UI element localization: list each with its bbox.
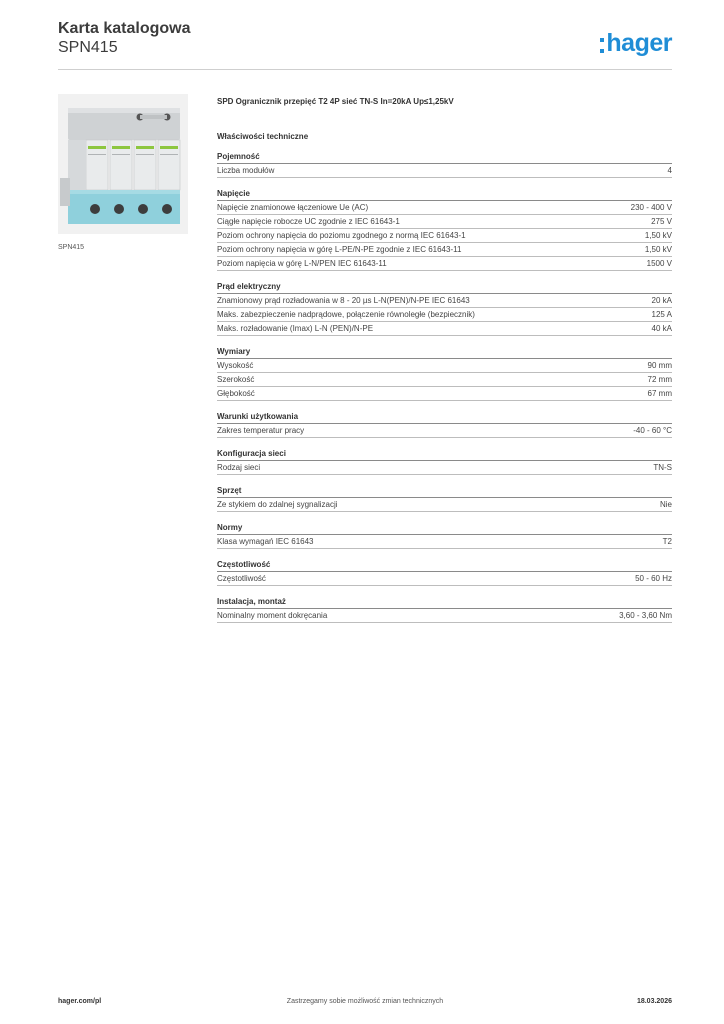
spec-group-heading: Konfiguracja sieci xyxy=(217,448,672,461)
spec-value: 50 - 60 Hz xyxy=(635,574,672,583)
logo-colon-icon xyxy=(600,38,604,53)
spec-value: 4 xyxy=(667,166,672,175)
spec-value: Nie xyxy=(659,500,672,509)
spec-value: 67 mm xyxy=(647,389,672,398)
spec-label: Szerokość xyxy=(217,375,255,384)
spec-row xyxy=(217,201,672,215)
footer-website-link[interactable]: hager.com/pl xyxy=(58,998,102,1005)
spec-value: 72 mm xyxy=(647,375,672,384)
spec-group-heading: Napięcie xyxy=(217,188,672,201)
page-footer xyxy=(58,998,672,1010)
spec-label: Zakres temperatur pracy xyxy=(217,426,305,435)
spec-value: 1,50 kV xyxy=(644,231,672,240)
spec-content xyxy=(217,97,672,623)
spec-value: 3,60 - 3,60 Nm xyxy=(619,611,672,620)
hager-logo[interactable] xyxy=(600,30,672,56)
spec-value: TN-S xyxy=(653,463,672,472)
spec-label: Rodzaj sieci xyxy=(217,463,261,472)
spec-row xyxy=(217,572,672,586)
spec-label: Wysokość xyxy=(217,361,254,370)
spec-label: Maks. zabezpieczenie nadprądowe, połączenie równoległe (bezpiecznik) xyxy=(217,310,475,319)
spec-value: 275 V xyxy=(651,217,672,226)
spec-label: Poziom ochrony napięcia w górę L-PE/N-PE zgodnie z IEC 61643-11 xyxy=(217,245,462,254)
spec-label: Znamionowy prąd rozładowania w 8 - 20 µs L-N(PEN)/N-PE IEC 61643 xyxy=(217,296,470,305)
spec-value: 1,50 kV xyxy=(644,245,672,254)
spec-row xyxy=(217,535,672,549)
spec-group xyxy=(217,281,672,336)
spec-label: Ze stykiem do zdalnej sygnalizacji xyxy=(217,500,338,509)
spec-groups xyxy=(217,151,672,623)
spec-row xyxy=(217,308,672,322)
spec-value: 20 kA xyxy=(651,296,672,305)
spec-label: Klasa wymagań IEC 61643 xyxy=(217,537,314,546)
spec-group xyxy=(217,151,672,178)
spec-row xyxy=(217,257,672,271)
spec-label: Poziom ochrony napięcia do poziomu zgodnego z normą IEC 61643-1 xyxy=(217,231,466,240)
spec-label: Głębokość xyxy=(217,389,255,398)
spec-group xyxy=(217,346,672,401)
spec-row xyxy=(217,498,672,512)
logo-text: hager xyxy=(606,29,672,57)
footer-date: 18.03.2026 xyxy=(636,998,672,1005)
spec-row xyxy=(217,243,672,257)
spec-group-heading: Sprzęt xyxy=(217,485,672,498)
spec-group-heading: Warunki użytkowania xyxy=(217,411,672,424)
spec-value: 1500 V xyxy=(646,259,672,268)
spec-label: Napięcie znamionowe łączeniowe Ue (AC) xyxy=(217,203,369,212)
spec-row xyxy=(217,387,672,401)
footer-disclaimer: Zastrzegamy sobie możliwość zmian technicznych xyxy=(286,998,444,1005)
spec-row xyxy=(217,294,672,308)
spec-label: Maks. rozładowanie (Imax) L-N (PEN)/N-PE xyxy=(217,324,374,333)
spec-row xyxy=(217,164,672,178)
spec-value: -40 - 60 °C xyxy=(633,426,672,435)
spec-row xyxy=(217,229,672,243)
spec-group xyxy=(217,485,672,512)
spec-row xyxy=(217,359,672,373)
image-caption: SPN415 xyxy=(58,244,85,251)
spec-value: 125 A xyxy=(651,310,672,319)
spec-value: 90 mm xyxy=(647,361,672,370)
spec-group xyxy=(217,559,672,586)
spec-group-heading: Wymiary xyxy=(217,346,672,359)
spec-label: Poziom napięcia w górę L-N/PEN IEC 61643-11 xyxy=(217,259,387,268)
spec-group xyxy=(217,188,672,271)
spec-value: 40 kA xyxy=(651,324,672,333)
spec-label: Ciągłe napięcie robocze UC zgodnie z IEC 61643-1 xyxy=(217,217,400,226)
spec-group-heading: Prąd elektryczny xyxy=(217,281,672,294)
spec-row xyxy=(217,215,672,229)
product-title: SPD Ogranicznik przepięć T2 4P sieć TN-S In=20kA Up≤1,25kV xyxy=(217,97,454,106)
spec-value: 230 - 400 V xyxy=(630,203,672,212)
spec-label: Nominalny moment dokręcania xyxy=(217,611,328,620)
document-title: Karta katalogowa xyxy=(58,20,191,37)
spec-label: Liczba modułów xyxy=(217,166,275,175)
spec-row xyxy=(217,609,672,623)
product-code: SPN415 xyxy=(58,39,118,56)
spec-row xyxy=(217,461,672,475)
spec-value: T2 xyxy=(662,537,672,546)
spec-label: Częstotliwość xyxy=(217,574,266,583)
spec-row xyxy=(217,424,672,438)
spec-row xyxy=(217,373,672,387)
spec-group xyxy=(217,522,672,549)
spec-group-heading: Częstotliwość xyxy=(217,559,672,572)
spec-group xyxy=(217,448,672,475)
spec-group-heading: Pojemność xyxy=(217,151,672,164)
technical-properties-heading: Właściwości techniczne xyxy=(217,132,309,141)
page-header xyxy=(58,20,672,70)
spec-group xyxy=(217,596,672,623)
spec-group-heading: Instalacja, montaż xyxy=(217,596,672,609)
surge-protector-illustration xyxy=(58,94,188,234)
spec-row xyxy=(217,322,672,336)
spec-group xyxy=(217,411,672,438)
spec-group-heading: Normy xyxy=(217,522,672,535)
product-image xyxy=(58,94,188,234)
